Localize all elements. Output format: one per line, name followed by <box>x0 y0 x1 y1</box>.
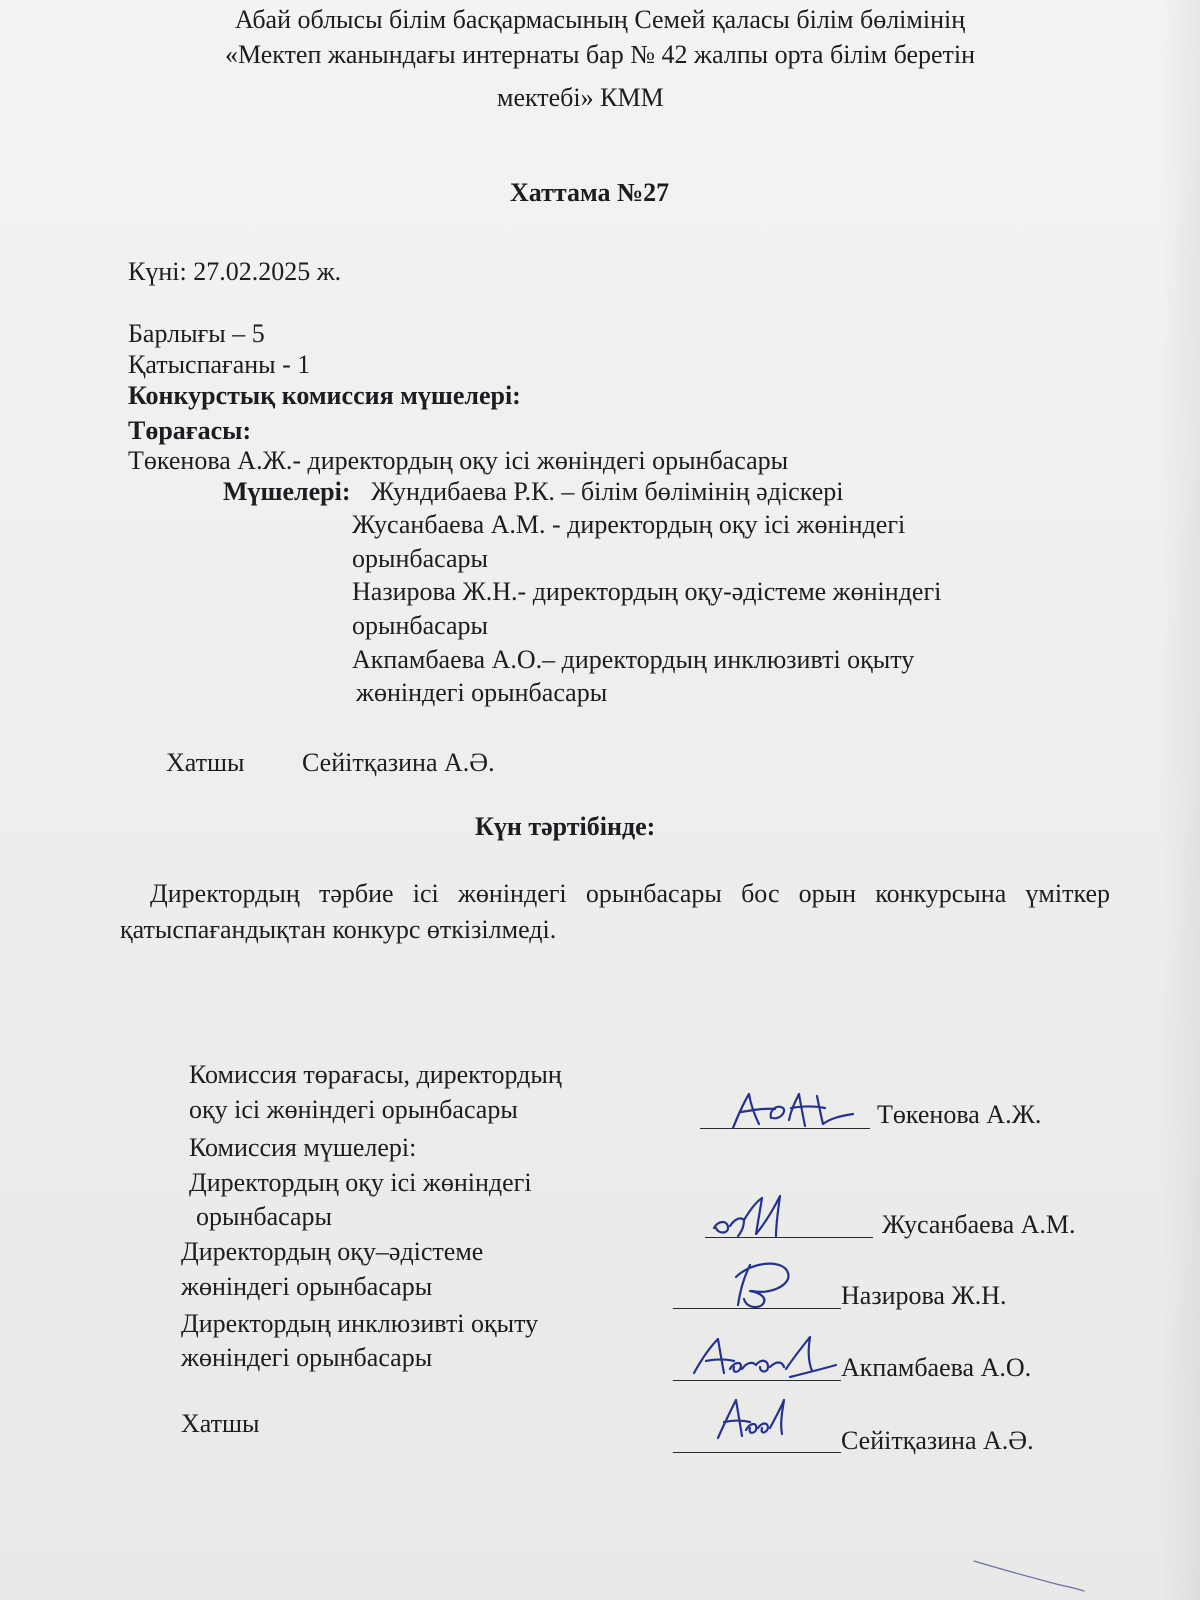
members-heading: Мүшелері: <box>223 477 351 506</box>
chair-signature <box>725 1088 875 1136</box>
org-header-line-1: Абай облысы білім басқармасының Семей қаласы білім бөлімінің <box>234 5 966 34</box>
member-line-4: Назирова Ж.Н.- директордың оқу-әдістеме жөніндегі <box>352 577 942 606</box>
member-line-6: Акпамбаева А.О.– директордың инклюзивті оқыту <box>352 645 915 674</box>
sig-secretary-line <box>673 1452 841 1453</box>
absent-count: Қатыспағаны - 1 <box>128 350 311 379</box>
chair-heading: Төрағасы: <box>128 416 252 445</box>
sig-m3-name: Акпамбаева А.О. <box>841 1353 1032 1382</box>
sig-chair-role-1: Комиссия төрағасы, директордың <box>189 1060 562 1089</box>
page-edge-shadow <box>1160 0 1200 1600</box>
sig-secretary-name: Сейітқазина А.Ә. <box>841 1426 1034 1455</box>
member-line-5: орынбасары <box>352 611 489 640</box>
member1-signature <box>710 1190 810 1244</box>
sig-m3-role-2: жөніндегі орынбасары <box>181 1343 433 1372</box>
member2-signature <box>722 1255 802 1311</box>
commission-heading: Конкурстық комиссия мүшелері: <box>128 381 521 410</box>
sig-chair-role-2: оқу ісі жөніндегі орынбасары <box>189 1095 518 1124</box>
agenda-heading: Күн тәртібінде: <box>475 812 656 841</box>
member-line-3: орынбасары <box>352 544 489 573</box>
sig-m2-role-2: жөніндегі орынбасары <box>181 1272 433 1301</box>
member-line-7: жөніндегі орынбасары <box>356 678 608 707</box>
org-header-line-2: «Мектеп жанындағы интернаты бар № 42 жалпы орта білім беретін <box>224 40 976 69</box>
member-line-2: Жусанбаева А.М. - директордың оқу ісі жөніндегі <box>352 510 906 539</box>
sig-m1-name: Жусанбаева А.М. <box>882 1210 1076 1239</box>
total-count: Барлығы – 5 <box>128 319 265 348</box>
org-header-line-3: мектебі» КММ <box>497 83 664 112</box>
sig-m1-role-1: Директордың оқу ісі жөніндегі <box>189 1168 532 1197</box>
stray-ink-mark <box>970 1555 1090 1595</box>
sig-members-label: Комиссия мүшелері: <box>189 1133 417 1162</box>
agenda-text: Директордың тәрбие ісі жөніндегі орынбасары бос орын конкурсына үміткер қатыспағандықтан конкурс өткізілмеді. <box>120 879 1110 944</box>
meeting-date: Күні: 27.02.2025 ж. <box>128 257 342 286</box>
sig-m3-role-1: Директордың инклюзивті оқыту <box>181 1309 539 1338</box>
member3-signature <box>690 1325 840 1387</box>
secretary-signature <box>712 1392 792 1448</box>
sig-m1-role-2: орынбасары <box>196 1202 333 1231</box>
sig-secretary-label: Хатшы <box>181 1409 260 1438</box>
sig-m2-name: Назирова Ж.Н. <box>841 1281 1007 1310</box>
member-line-1: Жундибаева Р.К. – білім бөлімінің әдіскері <box>371 477 844 506</box>
sig-chair-name: Төкенова А.Ж. <box>877 1100 1042 1129</box>
protocol-title: Хаттама №27 <box>510 178 670 207</box>
secretary-name: Сейітқазина А.Ә. <box>302 748 495 777</box>
chair-line: Төкенова А.Ж.- директордың оқу ісі жөніндегі орынбасары <box>128 446 789 475</box>
secretary-label: Хатшы <box>166 748 245 777</box>
sig-m2-role-1: Директордың оқу–әдістеме <box>181 1237 484 1266</box>
